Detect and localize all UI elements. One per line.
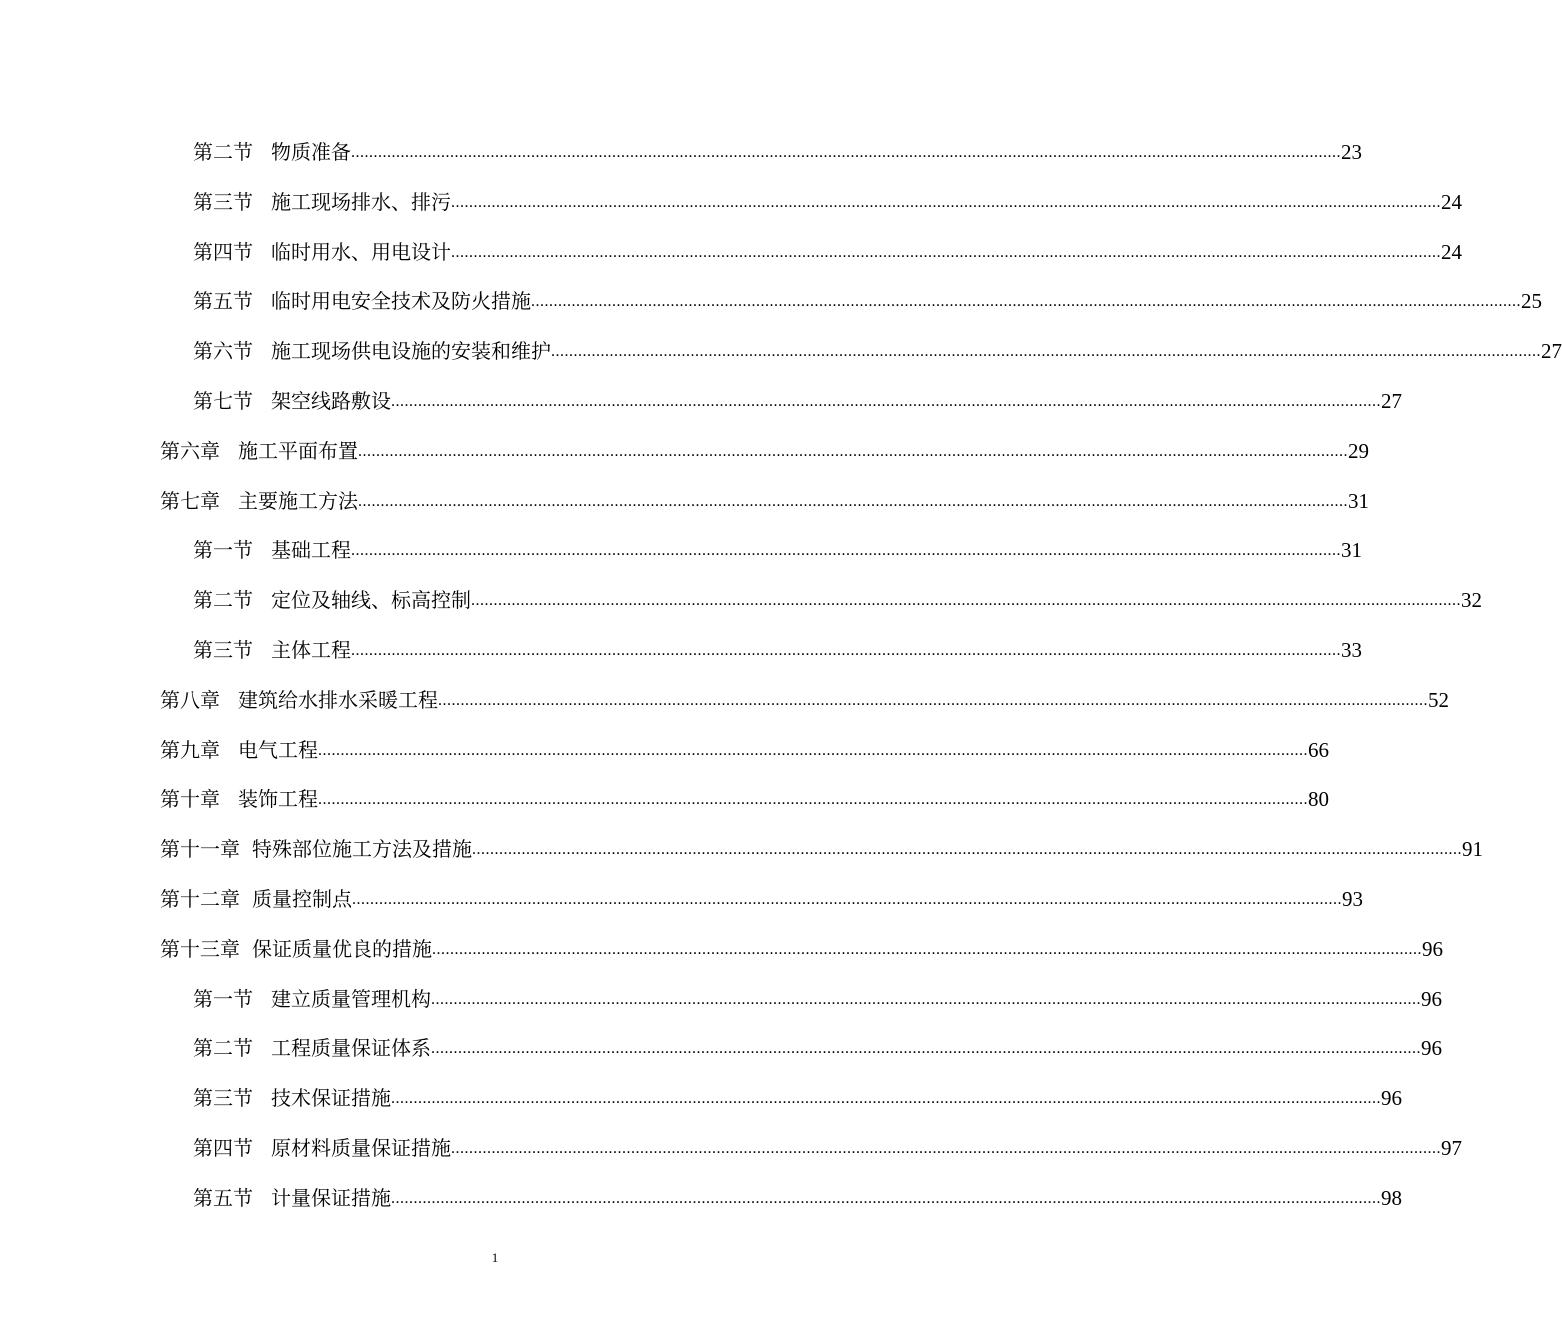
toc-entry-number: 第三节 — [193, 638, 253, 662]
toc-entry-title: 基础工程 — [271, 538, 351, 563]
toc-entry-number: 第一节 — [193, 986, 253, 1011]
toc-entry-number: 第五节 — [193, 1185, 253, 1210]
toc-entry-title: 建立质量管理机构 — [271, 986, 431, 1011]
toc-entry-title: 物质准备 — [271, 140, 351, 164]
toc-entry[interactable] — [193, 331, 1562, 364]
toc-entry-title: 建筑给水排水采暖工程 — [238, 687, 438, 712]
dot-leader: ............................................................................................................................................................................................................................ — [438, 691, 1428, 709]
toc-entry-title: 质量控制点 — [252, 887, 352, 911]
dot-leader: ............................................................................................................................................................................................................................ — [318, 741, 1308, 759]
toc-entry-number: 第十一章 — [160, 837, 240, 862]
toc-entry-title: 施工现场排水、排污 — [271, 189, 451, 214]
toc-entry[interactable] — [160, 929, 1443, 961]
toc-entry-title: 装饰工程 — [238, 787, 318, 812]
toc-entry-number: 第六节 — [193, 339, 253, 364]
toc-entry[interactable] — [193, 281, 1542, 314]
toc-entry-number: 第十章 — [160, 787, 220, 812]
toc-entry[interactable] — [193, 580, 1482, 613]
toc-entry[interactable] — [193, 381, 1402, 413]
dot-leader: ............................................................................................................................................................................................................................ — [391, 1090, 1381, 1108]
toc-entry-number: 第三节 — [193, 1086, 253, 1111]
dot-leader: ............................................................................................................................................................................................................................ — [471, 592, 1461, 610]
toc-entry-page: 96 — [1421, 986, 1442, 1011]
toc-entry[interactable] — [193, 979, 1442, 1011]
toc-entry-title: 工程质量保证体系 — [271, 1036, 431, 1061]
toc-entry-page: 96 — [1381, 1086, 1402, 1111]
toc-entry-number: 第十三章 — [160, 936, 240, 961]
toc-entry-page: 52 — [1428, 687, 1449, 712]
dot-leader: ............................................................................................................................................................................................................................ — [551, 343, 1541, 361]
toc-entry-title: 施工现场供电设施的安装和维护 — [271, 339, 551, 364]
toc-entry[interactable] — [193, 232, 1462, 264]
dot-leader: ............................................................................................................................................................................................................................ — [531, 293, 1521, 311]
toc-entry-number: 第四节 — [193, 239, 253, 264]
toc-entry-title: 主体工程 — [271, 638, 351, 662]
toc-entry-title: 技术保证措施 — [271, 1086, 391, 1111]
dot-leader: ............................................................................................................................................................................................................................ — [391, 393, 1381, 410]
toc-entry[interactable] — [160, 730, 1329, 762]
toc-entry-number: 第六章 — [160, 438, 220, 463]
toc-entry-title: 计量保证措施 — [271, 1185, 391, 1210]
toc-entry-page: 29 — [1348, 438, 1369, 463]
dot-leader: ............................................................................................................................................................................................................................ — [318, 791, 1308, 809]
toc-entry-number: 第七节 — [193, 389, 253, 413]
toc-entry-number: 第二节 — [193, 140, 253, 164]
toc-entry-number: 第一节 — [193, 538, 253, 563]
toc-entry[interactable] — [160, 431, 1369, 463]
toc-entry[interactable] — [160, 829, 1483, 862]
toc-entry-page: 32 — [1461, 588, 1482, 613]
dot-leader: ............................................................................................................................................................................................................................ — [472, 841, 1462, 859]
toc-entry-number: 第四节 — [193, 1136, 253, 1160]
toc-entry-page: 93 — [1342, 887, 1363, 911]
toc-entry[interactable] — [160, 680, 1449, 712]
dot-leader: ............................................................................................................................................................................................................................ — [351, 144, 1341, 161]
toc-entry-page: 23 — [1341, 140, 1362, 164]
dot-leader: ............................................................................................................................................................................................................................ — [432, 940, 1422, 958]
toc-entry-page: 66 — [1308, 737, 1329, 762]
toc-entry-title: 特殊部位施工方法及措施 — [252, 837, 472, 862]
toc-entry-number: 第三节 — [193, 189, 253, 214]
toc-entry[interactable] — [193, 530, 1362, 563]
toc-entry-page: 33 — [1341, 638, 1362, 662]
toc-entry[interactable] — [193, 1178, 1402, 1210]
toc-entry-page: 80 — [1308, 787, 1329, 812]
toc-entry[interactable] — [160, 779, 1329, 812]
toc-entry-page: 27 — [1381, 389, 1402, 413]
dot-leader: ............................................................................................................................................................................................................................ — [358, 492, 1348, 510]
toc-entry[interactable] — [193, 630, 1362, 662]
toc-entry[interactable] — [160, 879, 1363, 911]
dot-leader: ............................................................................................................................................................................................................................ — [358, 442, 1348, 460]
toc-entry-number: 第八章 — [160, 687, 220, 712]
toc-entry-page: 25 — [1521, 289, 1542, 314]
toc-entry-number: 第十二章 — [160, 887, 240, 911]
toc-entry[interactable] — [160, 481, 1369, 513]
toc-entry-title: 原材料质量保证措施 — [271, 1136, 451, 1160]
toc-entry-number: 第二节 — [193, 588, 253, 613]
dot-leader: ............................................................................................................................................................................................................................ — [352, 891, 1342, 908]
dot-leader: ............................................................................................................................................................................................................................ — [451, 193, 1441, 211]
toc-entry-title: 电气工程 — [238, 737, 318, 762]
toc-entry-page: 24 — [1441, 239, 1462, 264]
dot-leader: ............................................................................................................................................................................................................................ — [431, 990, 1421, 1008]
toc-entry-title: 保证质量优良的措施 — [252, 936, 432, 961]
dot-leader: ............................................................................................................................................................................................................................ — [431, 1040, 1421, 1058]
toc-entry[interactable] — [193, 1028, 1442, 1061]
toc-entry-page: 97 — [1441, 1136, 1462, 1160]
dot-leader: ............................................................................................................................................................................................................................ — [351, 542, 1341, 560]
toc-entry-title: 架空线路敷设 — [271, 389, 391, 413]
toc-entry-page: 27 — [1541, 339, 1562, 364]
toc-entry-title: 临时用水、用电设计 — [271, 239, 451, 264]
dot-leader: ............................................................................................................................................................................................................................ — [451, 1140, 1441, 1157]
toc-entry-title: 定位及轴线、标高控制 — [271, 588, 471, 613]
dot-leader: ............................................................................................................................................................................................................................ — [451, 243, 1441, 261]
toc-entry-number: 第九章 — [160, 737, 220, 762]
toc-entry-number: 第七章 — [160, 488, 220, 513]
toc-entry-number: 第五节 — [193, 289, 253, 314]
toc-entry-title: 临时用电安全技术及防火措施 — [271, 289, 531, 314]
page-number: 1 — [491, 1250, 499, 1265]
dot-leader: ............................................................................................................................................................................................................................ — [351, 642, 1341, 659]
toc-entry-page: 91 — [1462, 837, 1483, 862]
toc-entry-page: 96 — [1421, 1036, 1442, 1061]
toc-entry[interactable] — [193, 132, 1362, 164]
toc-entry[interactable] — [193, 1128, 1462, 1160]
toc-entry-title: 主要施工方法 — [238, 488, 358, 513]
dot-leader: ............................................................................................................................................................................................................................ — [391, 1189, 1381, 1207]
toc-entry-page: 31 — [1348, 488, 1369, 513]
toc-entry-number: 第二节 — [193, 1036, 253, 1061]
toc-entry-page: 24 — [1441, 189, 1462, 214]
toc-entry-title: 施工平面布置 — [238, 438, 358, 463]
toc-entry[interactable] — [193, 182, 1462, 214]
toc-entry-page: 96 — [1422, 936, 1443, 961]
toc-entry[interactable] — [193, 1078, 1402, 1111]
toc-entry-page: 31 — [1341, 538, 1362, 563]
toc-entry-page: 98 — [1381, 1185, 1402, 1210]
